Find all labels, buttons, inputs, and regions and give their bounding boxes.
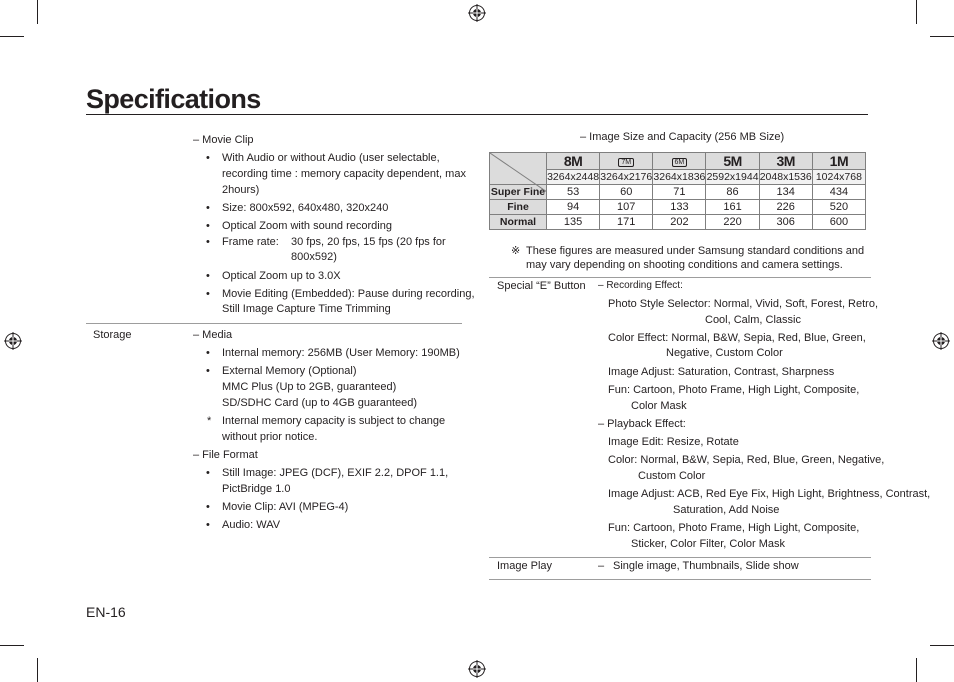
file-item: Movie Clip: AVI (MPEG-4) <box>222 501 349 513</box>
table-cell: 60 <box>600 185 653 200</box>
play-line: Color: Normal, B&W, Sepia, Red, Blue, Green, Negative, <box>608 454 885 466</box>
rec-line: Fun: Cartoon, Photo Frame, High Light, Composite, <box>608 384 860 396</box>
title-rule <box>86 114 868 115</box>
resolution-cell: 2592x1944 <box>706 171 759 183</box>
note-mark: ※ <box>511 245 521 257</box>
media-item: Internal memory: 256MB (User Memory: 190MB) <box>222 347 460 359</box>
bullet: • <box>206 519 210 531</box>
registration-mark-icon <box>468 4 486 22</box>
table-cell: 171 <box>600 215 653 230</box>
play-line: Sticker, Color Filter, Color Mask <box>631 538 786 550</box>
page-title: Specifications <box>86 84 261 114</box>
table-cell: 600 <box>812 215 865 230</box>
size-1m-icon: 1M <box>812 153 865 170</box>
resolution-cell: 1024x768 <box>812 170 865 185</box>
table-cell: 434 <box>812 185 865 200</box>
table-cell: 202 <box>653 215 706 230</box>
table-cell: 71 <box>653 185 706 200</box>
play-line: Fun: Cartoon, Photo Frame, High Light, Composite, <box>608 522 860 534</box>
page-number: EN-16 <box>86 604 126 620</box>
table-cell: 86 <box>706 185 759 200</box>
crop-mark <box>930 36 954 37</box>
media-item: External Memory (Optional) <box>222 365 357 377</box>
movie-item: 30 fps, 20 fps, 15 fps (20 fps for <box>291 236 446 248</box>
bullet: • <box>206 365 210 377</box>
media-heading: – Media <box>193 329 233 341</box>
table-cell: 134 <box>759 185 812 200</box>
asterisk: * <box>207 415 212 427</box>
file-item: Audio: WAV <box>222 519 281 531</box>
crop-mark <box>0 36 24 37</box>
file-format-heading: – File Format <box>193 449 258 461</box>
crop-mark <box>916 658 917 682</box>
crop-mark <box>930 645 954 646</box>
movie-item: Optical Zoom with sound recording <box>222 220 392 232</box>
note-text: may vary depending on shooting conditions and camera settings. <box>526 259 843 271</box>
play-line: Image Adjust: ACB, Red Eye Fix, High Light, Brightness, Contrast, <box>608 488 931 500</box>
registration-mark-icon <box>932 332 950 350</box>
note-text: These figures are measured under Samsung standard conditions and <box>526 245 865 257</box>
table-caption: – Image Size and Capacity (256 MB Size) <box>580 131 785 143</box>
size-6m-icon: 6M <box>653 153 706 170</box>
table-cell: 161 <box>706 200 759 215</box>
play-line: Custom Color <box>638 470 706 482</box>
rec-line: Cool, Calm, Classic <box>705 314 801 326</box>
bullet: • <box>206 288 210 300</box>
rec-line: Color Effect: Normal, B&W, Sepia, Red, Blue, Green, <box>608 332 866 344</box>
bullet: • <box>206 347 210 359</box>
media-item: SD/SDHC Card (up to 4GB guaranteed) <box>222 397 418 409</box>
movie-item: Frame rate: <box>222 236 279 248</box>
diagonal-line <box>490 153 547 192</box>
size-3m-icon: 3M <box>759 153 812 170</box>
play-line: Saturation, Add Noise <box>673 504 780 516</box>
movie-item: Optical Zoom up to 3.0X <box>222 270 341 282</box>
movie-item: Movie Editing (Embedded): Pause during recording, <box>222 288 475 300</box>
row-label: Super Fine <box>490 186 546 198</box>
table-cell: 53 <box>547 185 600 200</box>
table-cell: 220 <box>706 215 759 230</box>
media-item: without prior notice. <box>222 431 318 443</box>
resolution-cell: 3264x2176 <box>600 171 653 183</box>
table-cell: 306 <box>759 215 812 230</box>
bullet: • <box>206 152 210 164</box>
image-play-label: Image Play <box>497 560 553 572</box>
file-item: PictBridge 1.0 <box>222 483 291 495</box>
resolution-cell: 3264x2448 <box>547 171 600 183</box>
table-cell: 135 <box>547 215 600 230</box>
playback-effect-heading: – Playback Effect: <box>598 418 686 430</box>
bullet: • <box>206 220 210 232</box>
row-label: Normal <box>490 215 547 230</box>
table-corner <box>490 153 547 185</box>
storage-label: Storage <box>93 329 132 341</box>
registration-mark-icon <box>4 332 22 350</box>
rec-line: Photo Style Selector: Normal, Vivid, Soft, Forest, Retro, <box>608 298 879 310</box>
movie-item: Still Image Capture Time Trimming <box>222 303 391 315</box>
table-cell: 520 <box>812 200 865 215</box>
crop-mark <box>0 645 24 646</box>
rec-line: Image Adjust: Saturation, Contrast, Sharpness <box>608 366 835 378</box>
table-cell: 107 <box>600 200 653 215</box>
bullet: • <box>206 270 210 282</box>
rec-line: Color Mask <box>631 400 687 412</box>
size-7m-icon: 7M <box>600 153 653 170</box>
size-5m-icon: 5M <box>706 153 759 170</box>
movie-clip-heading: – Movie Clip <box>193 134 254 146</box>
section-divider <box>86 323 462 324</box>
movie-item: With Audio or without Audio (user selectable, <box>222 152 440 164</box>
capacity-table <box>489 152 866 230</box>
recording-effect-heading: – Recording Effect: <box>598 280 683 291</box>
media-item: MMC Plus (Up to 2GB, guaranteed) <box>222 381 397 393</box>
play-line: Image Edit: Resize, Rotate <box>608 436 739 448</box>
media-item: Internal memory capacity is subject to change <box>222 415 446 427</box>
rec-line: Negative, Custom Color <box>666 347 783 359</box>
crop-mark <box>916 0 917 24</box>
movie-item: 2hours) <box>222 184 260 196</box>
resolution-cell: 3264x1836 <box>653 171 706 183</box>
movie-item: recording time : memory capacity dependent, max <box>222 168 466 180</box>
movie-item: Size: 800x592, 640x480, 320x240 <box>222 202 389 214</box>
image-play-dash: – <box>598 560 605 572</box>
table-cell: 94 <box>547 200 600 215</box>
registration-mark-icon <box>468 660 486 678</box>
table-row <box>490 215 866 230</box>
bullet: • <box>206 467 210 479</box>
special-e-label: Special “E” Button <box>497 280 586 292</box>
bullet: • <box>206 501 210 513</box>
bullet: • <box>206 202 210 214</box>
table-row <box>490 200 866 215</box>
crop-mark <box>37 658 38 682</box>
table-cell: 226 <box>759 200 812 215</box>
image-play-value: Single image, Thumbnails, Slide show <box>613 560 799 572</box>
crop-mark <box>37 0 38 24</box>
section-divider <box>489 579 871 580</box>
row-label: Fine <box>490 200 547 215</box>
size-8m-icon: 8M <box>547 153 600 170</box>
table-cell: 133 <box>653 200 706 215</box>
movie-item: 800x592) <box>291 251 337 263</box>
resolution-cell: 2048x1536 <box>759 171 812 183</box>
file-item: Still Image: JPEG (DCF), EXIF 2.2, DPOF 1.1, <box>222 467 449 479</box>
bullet: • <box>206 236 210 248</box>
